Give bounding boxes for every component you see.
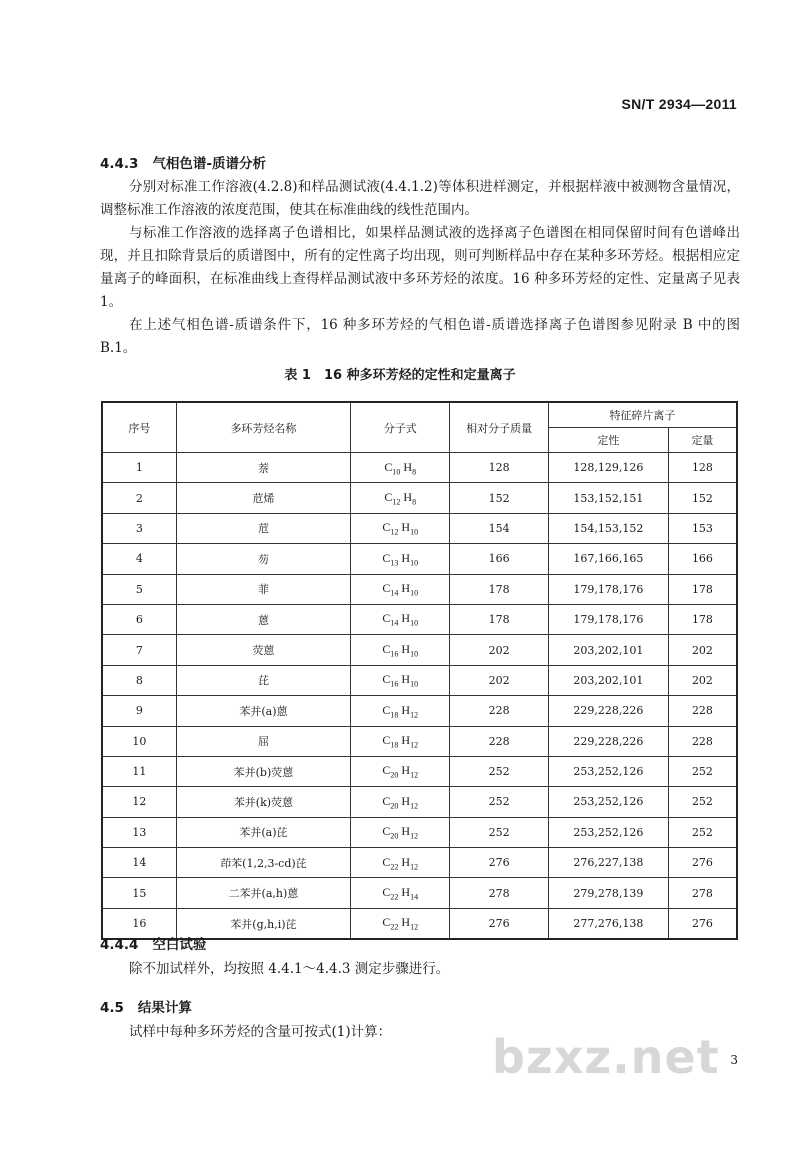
section-number: 4.4.3 [100,156,139,172]
cell-formula: $C_{13}$ $H_{10}$ [351,544,450,574]
cell-formula: $C_{14}$ $H_{10}$ [351,574,450,604]
carbon-count: 22 [390,861,399,871]
hydrogen-count: 12 [410,922,419,932]
cell-quantitative-ion: 252 [668,817,737,847]
table-row [102,665,737,695]
standard-code: SN/T 2934—2011 [621,96,737,112]
cell-name: 苯并(g,h,i)芘 [176,908,350,939]
paragraph-calculation: 试样中每种多环芳烃的含量可按式(1)计算： [129,1024,392,1040]
hydrogen-count: 10 [410,618,419,628]
paragraph-analysis-3: 在上述气相色谱-质谱条件下，16 种多环芳烃的气相色谱-质谱选择离子色谱图参见附录 B 中的图 B.1。 [100,317,740,356]
cell-qualitative-ions: 253,252,126 [548,817,668,847]
paragraph-analysis-1: 分别对标准工作溶液(4.2.8)和样品测试液(4.4.1.2)等体积进样测定，并根据样液中被测物含量情况，调整标准工作溶液的浓度范围，使其在标准曲线的线性范围内。 [100,179,740,218]
cell-name: 萘 [176,453,350,483]
cell-quantitative-ion: 202 [668,635,737,665]
table-row [102,513,737,543]
cell-mass: 278 [450,878,548,908]
section-title: 结果计算 [137,1000,192,1016]
page-number: 3 [730,1053,738,1067]
hydrogen-count: 10 [410,679,419,689]
cell-qualitative-ions: 128,129,126 [548,453,668,483]
cell-quantitative-ion: 228 [668,726,737,756]
cell-name: 蒽 [176,604,350,634]
watermark: bzxz.net [492,1030,720,1084]
cell-no: 2 [102,483,176,513]
hydrogen-count: 10 [410,558,419,568]
section-number: 4.5 [100,1000,124,1016]
carbon-count: 20 [390,801,399,811]
cell-qualitative-ions: 279,278,139 [548,878,668,908]
cell-mass: 178 [450,604,548,634]
cell-quantitative-ion: 228 [668,696,737,726]
carbon-count: 16 [390,649,399,659]
carbon-count: 12 [390,527,399,537]
cell-no: 10 [102,726,176,756]
cell-formula: $C_{16}$ $H_{10}$ [351,665,450,695]
cell-quantitative-ion: 278 [668,878,737,908]
cell-name: 芴 [176,544,350,574]
hydrogen-count: 12 [410,710,419,720]
carbon-count: 20 [390,831,399,841]
cell-mass: 276 [450,908,548,939]
carbon-count: 13 [390,558,399,568]
table-row [102,817,737,847]
cell-qualitative-ions: 179,178,176 [548,574,668,604]
cell-qualitative-ions: 277,276,138 [548,908,668,939]
pah-ions-table [101,401,738,940]
cell-no: 4 [102,544,176,574]
hydrogen-count: 12 [410,770,419,780]
cell-formula: $C_{20}$ $H_{12}$ [351,817,450,847]
cell-mass: 228 [450,726,548,756]
header-ions-group: 特征碎片离子 [548,402,737,428]
section-4-4-4-heading [100,933,206,953]
cell-qualitative-ions: 203,202,101 [548,665,668,695]
cell-no: 14 [102,848,176,878]
cell-qualitative-ions: 253,252,126 [548,787,668,817]
cell-mass: 154 [450,513,548,543]
header-mass: 相对分子质量 [450,402,548,453]
hydrogen-count: 12 [410,801,419,811]
cell-quantitative-ion: 276 [668,848,737,878]
table-row [102,604,737,634]
cell-quantitative-ion: 252 [668,787,737,817]
cell-name: 苯并(a)蒽 [176,696,350,726]
cell-name: 苯并(k)荧蒽 [176,787,350,817]
cell-qualitative-ions: 229,228,226 [548,726,668,756]
hydrogen-count: 14 [410,892,419,902]
cell-mass: 202 [450,635,548,665]
table-caption: 表 1 16 种多环芳烃的定性和定量离子 [284,368,516,383]
cell-no: 12 [102,787,176,817]
cell-quantitative-ion: 178 [668,574,737,604]
section-number: 4.4.4 [100,937,139,953]
cell-formula: $C_{20}$ $H_{12}$ [351,756,450,786]
cell-formula: $C_{22}$ $H_{14}$ [351,878,450,908]
paragraph-blank-test: 除不加试样外，均按照 4.4.1～4.4.3 测定步骤进行。 [129,961,450,977]
cell-mass: 178 [450,574,548,604]
cell-formula: $C_{12}$ $H_{10}$ [351,513,450,543]
cell-mass: 128 [450,453,548,483]
cell-qualitative-ions: 229,228,226 [548,696,668,726]
cell-name: 苯并(a)芘 [176,817,350,847]
cell-formula: $C_{22}$ $H_{12}$ [351,908,450,939]
cell-no: 15 [102,878,176,908]
cell-no: 7 [102,635,176,665]
cell-formula: $C_{18}$ $H_{12}$ [351,696,450,726]
carbon-count: 12 [392,497,401,507]
hydrogen-count: 12 [410,831,419,841]
cell-formula: $C_{20}$ $H_{12}$ [351,787,450,817]
cell-qualitative-ions: 153,152,151 [548,483,668,513]
cell-quantitative-ion: 178 [668,604,737,634]
cell-mass: 202 [450,665,548,695]
cell-no: 16 [102,908,176,939]
cell-qualitative-ions: 154,153,152 [548,513,668,543]
header-qualitative: 定性 [548,428,668,453]
header-name: 多环芳烃名称 [176,402,350,453]
table-row [102,878,737,908]
table-row [102,453,737,483]
table-row [102,787,737,817]
hydrogen-count: 10 [410,588,419,598]
header-quantitative: 定量 [668,428,737,453]
cell-formula: $C_{14}$ $H_{10}$ [351,604,450,634]
carbon-count: 18 [390,710,399,720]
table-row [102,696,737,726]
hydrogen-count: 12 [410,861,419,871]
carbon-count: 14 [390,618,399,628]
table-row [102,848,737,878]
hydrogen-count: 10 [410,527,419,537]
carbon-count: 10 [392,466,401,476]
carbon-count: 18 [390,740,399,750]
cell-name: 菲 [176,574,350,604]
cell-formula: $C_{16}$ $H_{10}$ [351,635,450,665]
cell-quantitative-ion: 152 [668,483,737,513]
cell-mass: 252 [450,817,548,847]
cell-name: 二苯并(a,h)蒽 [176,878,350,908]
hydrogen-count: 8 [412,466,417,476]
cell-formula: $C_{12}$ $H_8$ [351,483,450,513]
table-row [102,756,737,786]
cell-quantitative-ion: 202 [668,665,737,695]
cell-qualitative-ions: 253,252,126 [548,756,668,786]
cell-quantitative-ion: 153 [668,513,737,543]
header-no: 序号 [102,402,176,453]
table-row [102,574,737,604]
cell-name: 荧蒽 [176,635,350,665]
cell-name: 茚苯(1,2,3-cd)芘 [176,848,350,878]
table-header-row [102,402,737,428]
table-row [102,635,737,665]
carbon-count: 16 [390,679,399,689]
cell-name: 屈 [176,726,350,756]
hydrogen-count: 12 [410,740,419,750]
cell-no: 3 [102,513,176,543]
cell-mass: 152 [450,483,548,513]
hydrogen-count: 8 [412,497,417,507]
section-4-4-3-heading [100,152,266,172]
cell-qualitative-ions: 203,202,101 [548,635,668,665]
cell-quantitative-ion: 128 [668,453,737,483]
cell-mass: 252 [450,756,548,786]
carbon-count: 14 [390,588,399,598]
cell-name: 苯并(b)荧蒽 [176,756,350,786]
cell-no: 8 [102,665,176,695]
cell-formula: $C_{10}$ $H_8$ [351,453,450,483]
cell-mass: 228 [450,696,548,726]
cell-no: 13 [102,817,176,847]
header-formula: 分子式 [351,402,450,453]
cell-no: 9 [102,696,176,726]
cell-formula: $C_{18}$ $H_{12}$ [351,726,450,756]
cell-quantitative-ion: 276 [668,908,737,939]
section-title: 空白试验 [152,937,207,953]
hydrogen-count: 10 [410,649,419,659]
cell-no: 1 [102,453,176,483]
cell-mass: 166 [450,544,548,574]
cell-quantitative-ion: 252 [668,756,737,786]
cell-no: 11 [102,756,176,786]
cell-quantitative-ion: 166 [668,544,737,574]
paragraph-analysis-2: 与标准工作溶液的选择离子色谱相比，如果样品测试液的选择离子色谱图在相同保留时间有色谱峰出现，并且扣除背景后的质谱图中，所有的定性离子均出现，则可判断样品中存在某种多环芳烃。根据相应定量离子的峰面积，在标准曲线上查得样品测试液中多环芳烃的浓度。16 种多环芳烃的定性、定量离子见表 1。 [100,225,740,310]
cell-name: 苊 [176,513,350,543]
cell-name: 苊烯 [176,483,350,513]
table-row [102,544,737,574]
cell-qualitative-ions: 167,166,165 [548,544,668,574]
cell-mass: 276 [450,848,548,878]
table-row [102,726,737,756]
cell-qualitative-ions: 179,178,176 [548,604,668,634]
cell-formula: $C_{22}$ $H_{12}$ [351,848,450,878]
cell-no: 5 [102,574,176,604]
cell-no: 6 [102,604,176,634]
cell-mass: 252 [450,787,548,817]
section-4-5-heading [100,996,192,1016]
table-row [102,483,737,513]
cell-name: 芘 [176,665,350,695]
section-title: 气相色谱-质谱分析 [152,156,267,172]
carbon-count: 22 [390,892,399,902]
carbon-count: 20 [390,770,399,780]
carbon-count: 22 [390,922,399,932]
cell-qualitative-ions: 276,227,138 [548,848,668,878]
